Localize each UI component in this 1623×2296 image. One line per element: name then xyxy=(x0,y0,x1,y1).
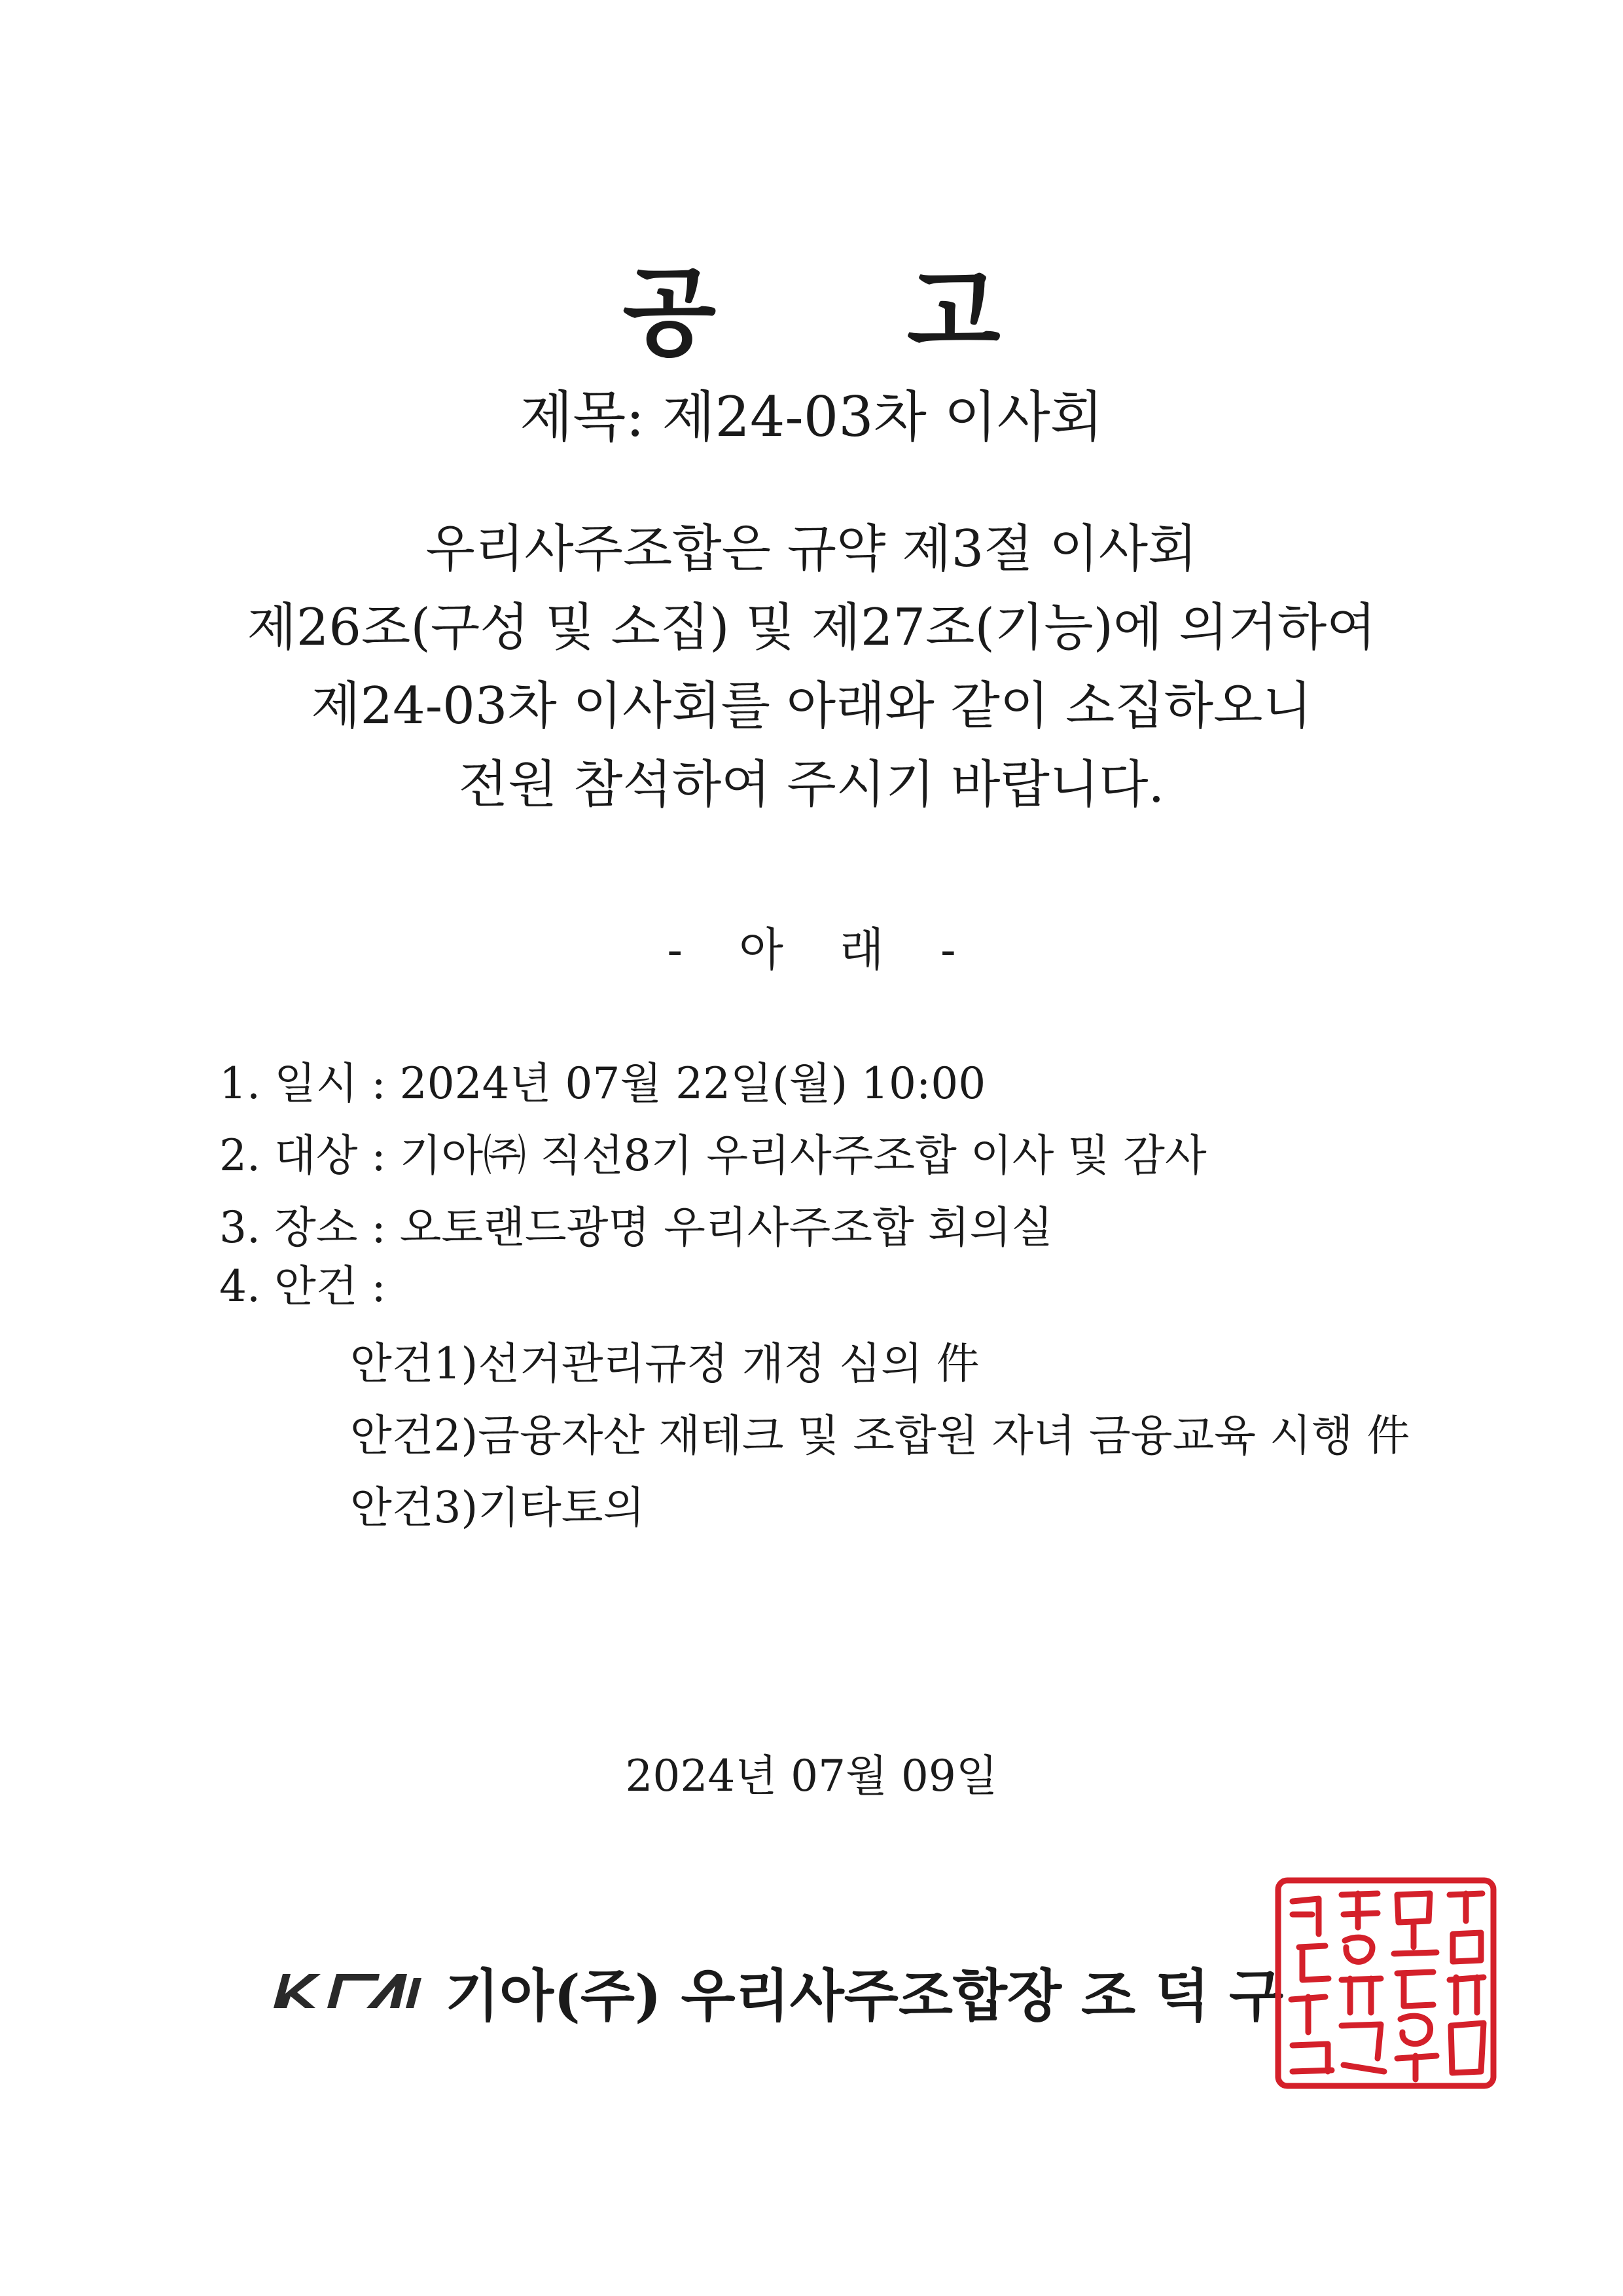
body-line: 우리사주조합은 규약 제3절 이사회 xyxy=(425,520,1198,579)
agenda-item: 안건3)기타토의 xyxy=(350,1482,645,1533)
signer-line xyxy=(268,1950,1283,2032)
body-line: 전원 참석하여 주시기 바랍니다. xyxy=(458,755,1165,814)
agenda-item: 안건2)금융자산 재테크 및 조합원 자녀 금융교육 시행 件 xyxy=(350,1410,1410,1461)
item-place: 3. 장소 : 오토랜드광명 우리사주조합 회의실 xyxy=(219,1202,1053,1253)
item-agenda-heading: 4. 안건 : xyxy=(219,1261,386,1312)
body-line: 제26조(구성 및 소집) 및 제27조(기능)에 의거하여 xyxy=(247,598,1376,657)
page-title: 공 고 xyxy=(622,255,1079,369)
item-target: 2. 대상 : 기아㈜ 직선8기 우리사주조합 이사 및 감사 xyxy=(219,1130,1207,1181)
item-datetime: 1. 일시 : 2024년 07월 22일(월) 10:00 xyxy=(219,1058,986,1109)
official-seal xyxy=(1273,1875,1499,2091)
signer-name: 기아(주) 우리사주조합장 조 덕 구 xyxy=(445,1963,1284,2029)
section-separator: - 아 래 - xyxy=(667,923,977,977)
subject-line: 제목: 제24-03차 이사회 xyxy=(520,385,1103,449)
body-line: 제24-03차 이사회를 아래와 같이 소집하오니 xyxy=(311,677,1312,736)
issue-date: 2024년 07월 09일 xyxy=(625,1751,998,1801)
kia-logo xyxy=(268,1970,425,2012)
agenda-item: 안건1)선거관리규정 개정 심의 件 xyxy=(350,1338,980,1389)
